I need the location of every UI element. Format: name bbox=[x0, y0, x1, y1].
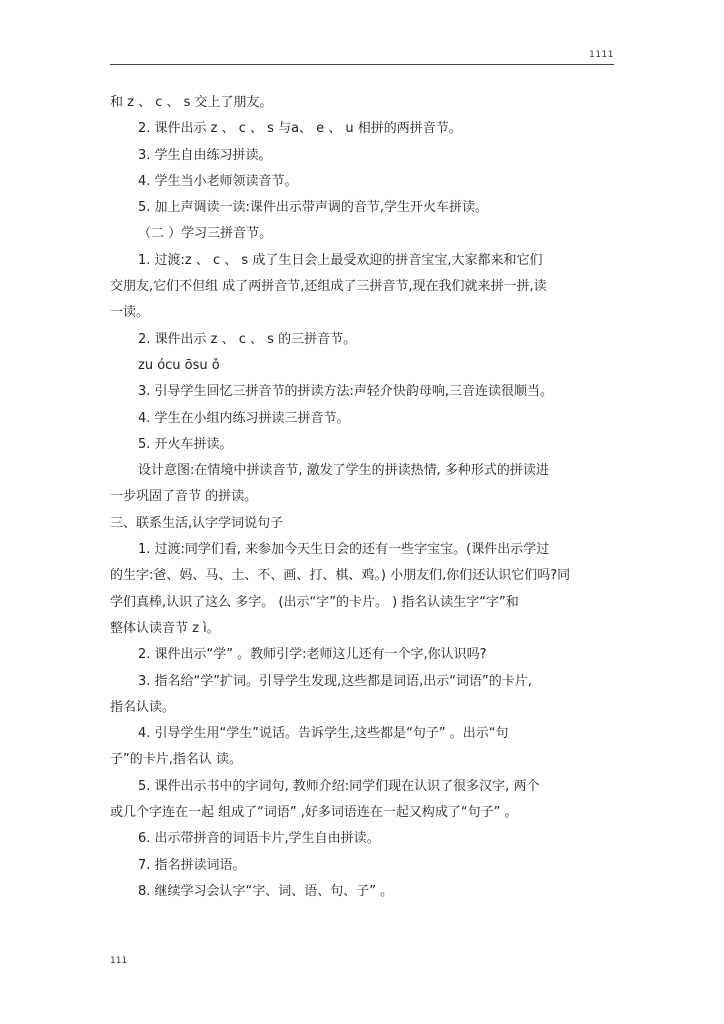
footer-page-number: 111 bbox=[110, 956, 128, 966]
text-line: 3. 指名给“学”扩词。引导学生发现,这些都是词语,出示“词语”的卡片, bbox=[138, 673, 532, 689]
text-line: 整体认读音节 z ì。 bbox=[110, 620, 220, 636]
document-body bbox=[110, 90, 620, 905]
text-line: 3. 引导学生回忆三拼音节的拼读方法:声轻介快韵母响,三音连读很顺当。 bbox=[138, 384, 554, 400]
text-line: 8. 继续学习会认字“字、词、语、句、子” 。 bbox=[138, 883, 394, 899]
text-line: 子”的卡片,指名认 读。 bbox=[110, 752, 242, 768]
text-line: 3. 学生自由练习拼读。 bbox=[138, 147, 272, 163]
section-heading: （二 ）学习三拼音节。 bbox=[138, 226, 273, 242]
text-line: 4. 学生当小老师领读音节。 bbox=[138, 173, 298, 189]
text-line: 或几个字连在一起 组成了“词语” ,好多词语连在一起又构成了“句子” 。 bbox=[110, 805, 518, 821]
text-line: 2. 课件出示“学” 。教师引学:老师这儿还有一个字,你认识吗? bbox=[138, 647, 487, 663]
text-line: 6. 出示带拼音的词语卡片,学生自由拼读。 bbox=[138, 831, 380, 847]
section-heading: 三、联系生活,认字学词说句子 bbox=[110, 515, 284, 531]
text-line: 一读。 bbox=[110, 305, 150, 321]
text-line: 7. 指名拼读词语。 bbox=[138, 857, 246, 873]
text-line: 交朋友,它们不但组 成了两拼音节,还组成了三拼音节,现在我们就来拼一拼,读 bbox=[110, 279, 547, 295]
text-line: 4. 学生在小组内练习拼读三拼音节。 bbox=[138, 410, 350, 426]
text-line: 设计意图:在情境中拼读音节, 激发了学生的拼读热情, 多种形式的拼读进 bbox=[138, 463, 549, 479]
text-line: 1. 过渡:同学们看, 来参加今天生日会的还有一些字宝宝。(课件出示学过 bbox=[138, 542, 550, 558]
header-divider bbox=[110, 64, 614, 65]
text-line: 4. 引导学生用“学生”说话。告诉学生,这些都是“句子” 。出示“句 bbox=[138, 726, 509, 742]
text-line: 2. 课件出示 z 、 c 、 s 的三拼音节。 bbox=[138, 331, 357, 347]
header-page-number: 1111 bbox=[589, 50, 614, 60]
text-line: 和 z 、 c 、 s 交上了朋友。 bbox=[110, 95, 273, 110]
text-line: zu ócu ōsu ǒ bbox=[138, 357, 220, 373]
text-line: 5. 课件出示书中的字词句, 教师介绍:同学们现在认识了很多汉字, 两个 bbox=[138, 778, 540, 794]
text-line: 5. 开火车拼读。 bbox=[138, 436, 233, 452]
text-line: 学们真棒,认识了这么 多字。 (出示“字”的卡片。 ) 指名认读生字“字”和 bbox=[110, 594, 519, 610]
text-line: 2. 课件出示 z 、 c 、 s 与a、 e 、 u 相拼的两拼音节。 bbox=[138, 121, 462, 137]
text-line: 的生字:爸、妈、马、土、不、画、打、棋、鸡。) 小朋友们,你们还认识它们吗?同 bbox=[110, 568, 571, 584]
text-line: 5. 加上声调读一读:课件出示带声调的音节,学生开火车拼读。 bbox=[138, 200, 489, 216]
text-line: 指名认读。 bbox=[110, 699, 176, 715]
text-line: 一步巩固了音节 的拼读。 bbox=[110, 489, 258, 505]
text-line: 1. 过渡:z 、 c 、 s 成了生日会上最受欢迎的拼音宝宝,大家都来和它们 bbox=[138, 252, 543, 268]
